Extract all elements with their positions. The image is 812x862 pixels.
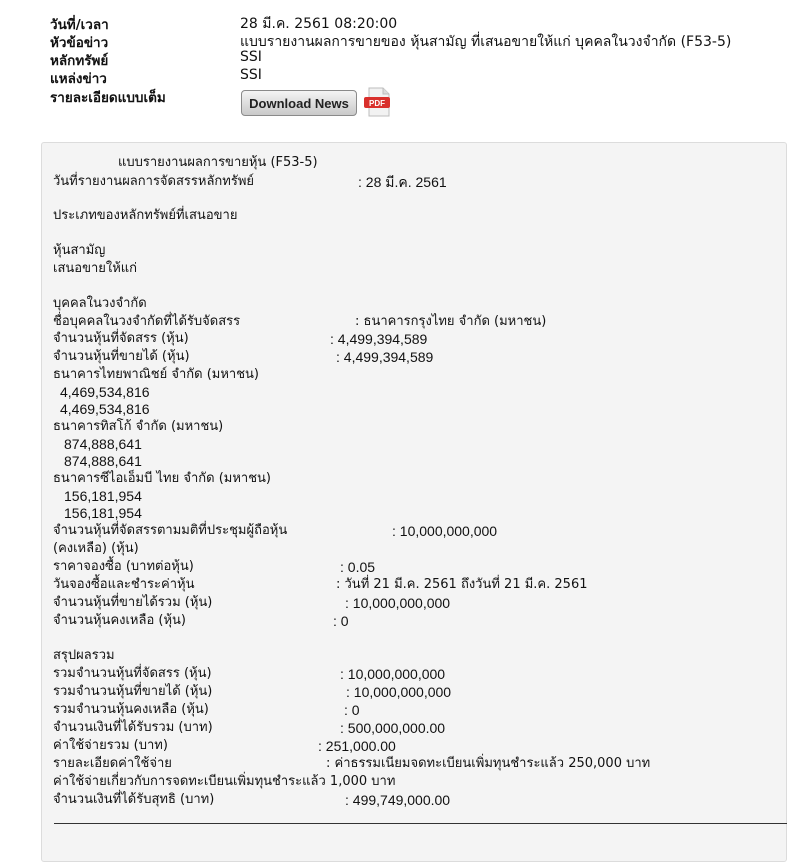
sum-allotted-label: รวมจำนวนหุ้นที่จัดสรร (หุ้น) bbox=[53, 666, 212, 681]
type-heading: ประเภทของหลักทรัพย์ที่เสนอขาย bbox=[53, 208, 238, 223]
bank2-value-2: 4,469,534,816 bbox=[60, 401, 150, 417]
report-date-value: : 28 มี.ค. 2561 bbox=[358, 174, 447, 190]
source-value: SSI bbox=[240, 67, 262, 83]
details-label: รายละเอียดแบบเต็ม bbox=[50, 90, 166, 106]
total-sold-label: จำนวนหุ้นที่ขายได้รวม (หุ้น) bbox=[53, 595, 213, 610]
proceeds-value: : 500,000,000.00 bbox=[340, 720, 446, 736]
expense-detail-label: รายละเอียดค่าใช้จ่าย bbox=[53, 756, 172, 771]
period-label: วันจองซื้อและชำระค่าหุ้น bbox=[53, 577, 195, 592]
sum-allotted-value: : 10,000,000,000 bbox=[340, 666, 446, 682]
bank4-value-2: 156,181,954 bbox=[64, 505, 142, 521]
sold-value: : 4,499,394,589 bbox=[336, 349, 434, 365]
resolution-value: : 10,000,000,000 bbox=[392, 523, 498, 539]
left-label: จำนวนหุ้นคงเหลือ (หุ้น) bbox=[53, 613, 187, 628]
sum-left-label: รวมจำนวนหุ้นคงเหลือ (หุ้น) bbox=[53, 702, 209, 717]
allotted-value: : 4,499,394,589 bbox=[330, 331, 428, 347]
sum-sold-label: รวมจำนวนหุ้นที่ขายได้ (หุ้น) bbox=[53, 684, 213, 699]
price-value: : 0.05 bbox=[340, 559, 376, 575]
bank4-name: ธนาคารซีไอเอ็มบี ไทย จำกัด (มหาชน) bbox=[53, 471, 271, 486]
expense-value: : 251,000.00 bbox=[318, 738, 396, 754]
bank3-name: ธนาคารทิสโก้ จำกัด (มหาชน) bbox=[53, 419, 224, 434]
bank3-value-2: 874,888,641 bbox=[64, 453, 142, 469]
price-label: ราคาจองซื้อ (บาทต่อหุ้น) bbox=[53, 559, 194, 574]
proceeds-label: จำนวนเงินที่ได้รับรวม (บาท) bbox=[53, 720, 213, 735]
remaining-note: (คงเหลือ) (หุ้น) bbox=[53, 541, 139, 556]
report-date-label: วันที่รายงานผลการจัดสรรหลักทรัพย์ bbox=[53, 174, 255, 189]
report-panel bbox=[41, 142, 787, 862]
sum-left-value: : 0 bbox=[344, 702, 360, 718]
net-value: : 499,749,000.00 bbox=[345, 792, 451, 808]
date-value: 28 มี.ค. 2561 08:20:00 bbox=[240, 16, 398, 32]
allottee-label: ชื่อบุคคลในวงจำกัดที่ได้รับจัดสรร bbox=[53, 314, 241, 329]
bank2-value-1: 4,469,534,816 bbox=[60, 384, 150, 400]
date-label: วันที่/เวลา bbox=[50, 17, 109, 33]
net-label: จำนวนเงินที่ได้รับสุทธิ (บาท) bbox=[53, 792, 215, 807]
type-line-2: เสนอขายให้แก่ bbox=[53, 261, 138, 276]
security-label: หลักทรัพย์ bbox=[50, 53, 109, 69]
expense-detail-value: : ค่าธรรมเนียมจดทะเบียนเพิ่มทุนชำระแล้ว 250,000 บาท bbox=[326, 756, 651, 771]
summary-heading: สรุปผลรวม bbox=[53, 648, 115, 663]
allottee-value: : ธนาคารกรุงไทย จำกัด (มหาชน) bbox=[355, 314, 547, 329]
bank2-name: ธนาคารไทยพาณิชย์ จำกัด (มหาชน) bbox=[53, 367, 259, 382]
total-sold-value: : 10,000,000,000 bbox=[345, 595, 451, 611]
expense-label: ค่าใช้จ่ายรวม (บาท) bbox=[53, 738, 168, 753]
report-title: แบบรายงานผลการขายหุ้น (F53-5) bbox=[118, 155, 318, 170]
bottom-divider bbox=[54, 823, 787, 824]
download-news-button[interactable]: Download News bbox=[241, 90, 357, 116]
bank4-value-1: 156,181,954 bbox=[64, 488, 142, 504]
expense-extra: ค่าใช้จ่ายเกี่ยวกับการจดทะเบียนเพิ่มทุนชำระแล้ว 1,000 บาท bbox=[53, 774, 396, 789]
headline-label: หัวข้อข่าว bbox=[50, 35, 109, 51]
headline-value: แบบรายงานผลการขายของ หุ้นสามัญ ที่เสนอขายให้แก่ บุคคลในวงจำกัด (F53-5) bbox=[240, 34, 732, 50]
source-label: แหล่งข่าว bbox=[50, 71, 107, 87]
pdf-icon[interactable] bbox=[362, 86, 394, 118]
allotted-label: จำนวนหุ้นที่จัดสรร (หุ้น) bbox=[53, 331, 189, 346]
left-value: : 0 bbox=[333, 613, 349, 629]
resolution-label: จำนวนหุ้นที่จัดสรรตามมติที่ประชุมผู้ถือหุ้น bbox=[53, 523, 288, 538]
security-value: SSI bbox=[240, 49, 262, 65]
period-value: : วันที่ 21 มี.ค. 2561 ถึงวันที่ 21 มี.ค. 2561 bbox=[336, 577, 588, 592]
type-line-1: หุ้นสามัญ bbox=[53, 243, 106, 258]
pdf-badge-text: PDF bbox=[369, 99, 385, 108]
sum-sold-value: : 10,000,000,000 bbox=[346, 684, 452, 700]
group-heading: บุคคลในวงจำกัด bbox=[53, 296, 147, 311]
sold-label: จำนวนหุ้นที่ขายได้ (หุ้น) bbox=[53, 349, 190, 364]
bank3-value-1: 874,888,641 bbox=[64, 436, 142, 452]
